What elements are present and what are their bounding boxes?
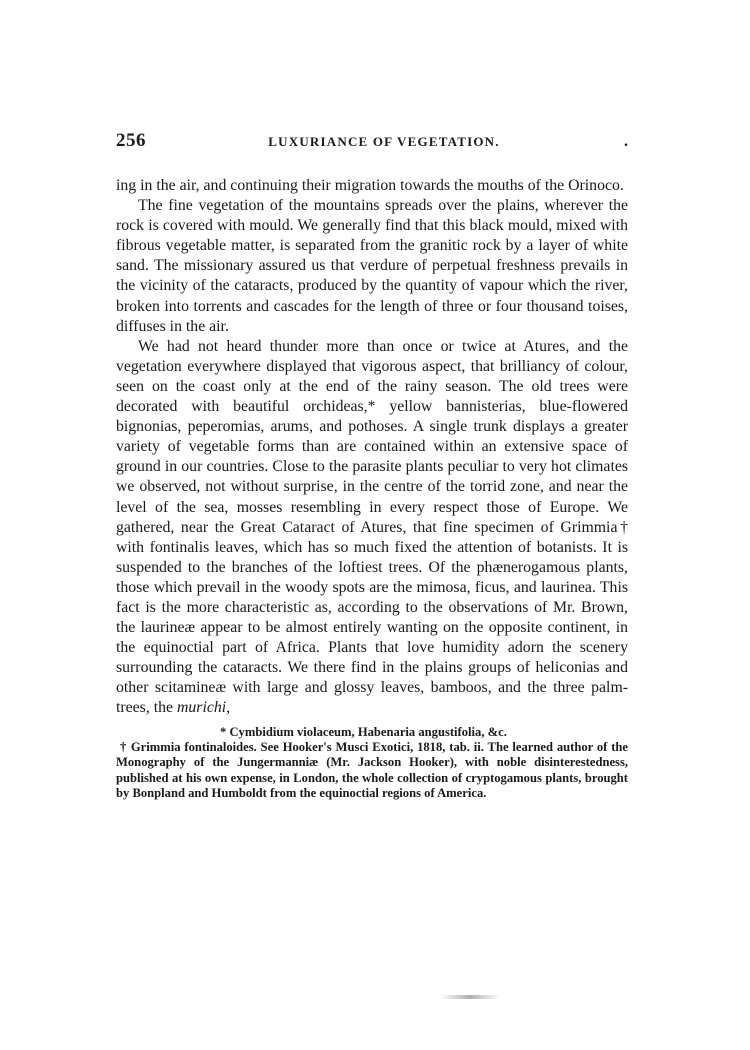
footnotes — [116, 725, 628, 802]
header-mark: . — [624, 133, 628, 150]
body-text — [116, 176, 628, 719]
italic-word-murichi: murichi, — [176, 699, 231, 717]
book-page — [116, 130, 628, 802]
footnote-cymbidium: * Cymbidium violaceum, Habenaria angustifolia, &c. — [220, 724, 507, 739]
footnote-grimmia: † Grimmia fontinaloides. See Hooker's Musci Exotici, 1818, tab. ii. The learned author of the Monography of the Jungermanniæ (Mr. Jackson Hooker), with noble disinterestedness, published at his own expense, in London, the whole collection of cryptogamous plants, brought by Bonpland and Humboldt from the equinoctial regions of America. — [116, 739, 628, 801]
paragraph-thunder-atures — [116, 337, 628, 719]
running-head: LUXURIANCE OF VEGETATION. — [268, 134, 500, 149]
paragraph-thunder-text: We had not heard thunder more than once or twice at Atures, and the vegetation everywhere displayed that vigorous aspect, that brilliancy of colour, seen on the coast only at the end of the rainy season. The old trees were decorated with beautiful orchideas,* yellow bannisterias, blue-flowered bignonias, peperomias, arums, and pothoses. A single trunk displays a greater variety of vegetable forms than are contained within an extensive space of ground in our countries. Close to the parasite plants peculiar to very hot climates we observed, not without surprise, in the centre of the torrid zone, and near the level of the sea, mosses resembling in every respect those of Europe. We gathered, near the Great Cataract of Atures, that fine specimen of Grimmia† with fontinalis leaves, which has so much fixed the attention of botanists. It is suspended to the branches of the loftiest trees. Of the phænerogamous plants, those which prevail in the woody spots are the mimosa, ficus, and laurinea. This fact is the more characteristic as, according to the observations of Mr. Brown, the laurineæ appear to be almost entirely wanting on the opposite continent, in the equinoctial part of Africa. Plants that love humidity adorn the scenery surrounding the cataracts. We there find in the plains groups of heliconias and other scitamineæ with large and glossy leaves, bamboos, and the three palm-trees, the — [116, 337, 628, 717]
page-number: 256 — [116, 130, 146, 151]
scan-smudge — [440, 995, 500, 999]
paragraph-continuation: ing in the air, and continuing their migration towards the mouths of the Orinoco. — [116, 177, 624, 194]
page-header — [116, 130, 628, 158]
paragraph-vegetation-plains: The fine vegetation of the mountains spreads over the plains, wherever the rock is covered with mould. We generally find that this black mould, mixed with fibrous vegetable matter, is separated from the granitic rock by a layer of white sand. The missionary assured us that verdure of perpetual freshness prevails in the vicinity of the cataracts, produced by the quantity of vapour which the river, broken into torrents and cascades for the length of three or four thousand toises, diffuses in the air. — [116, 197, 628, 335]
